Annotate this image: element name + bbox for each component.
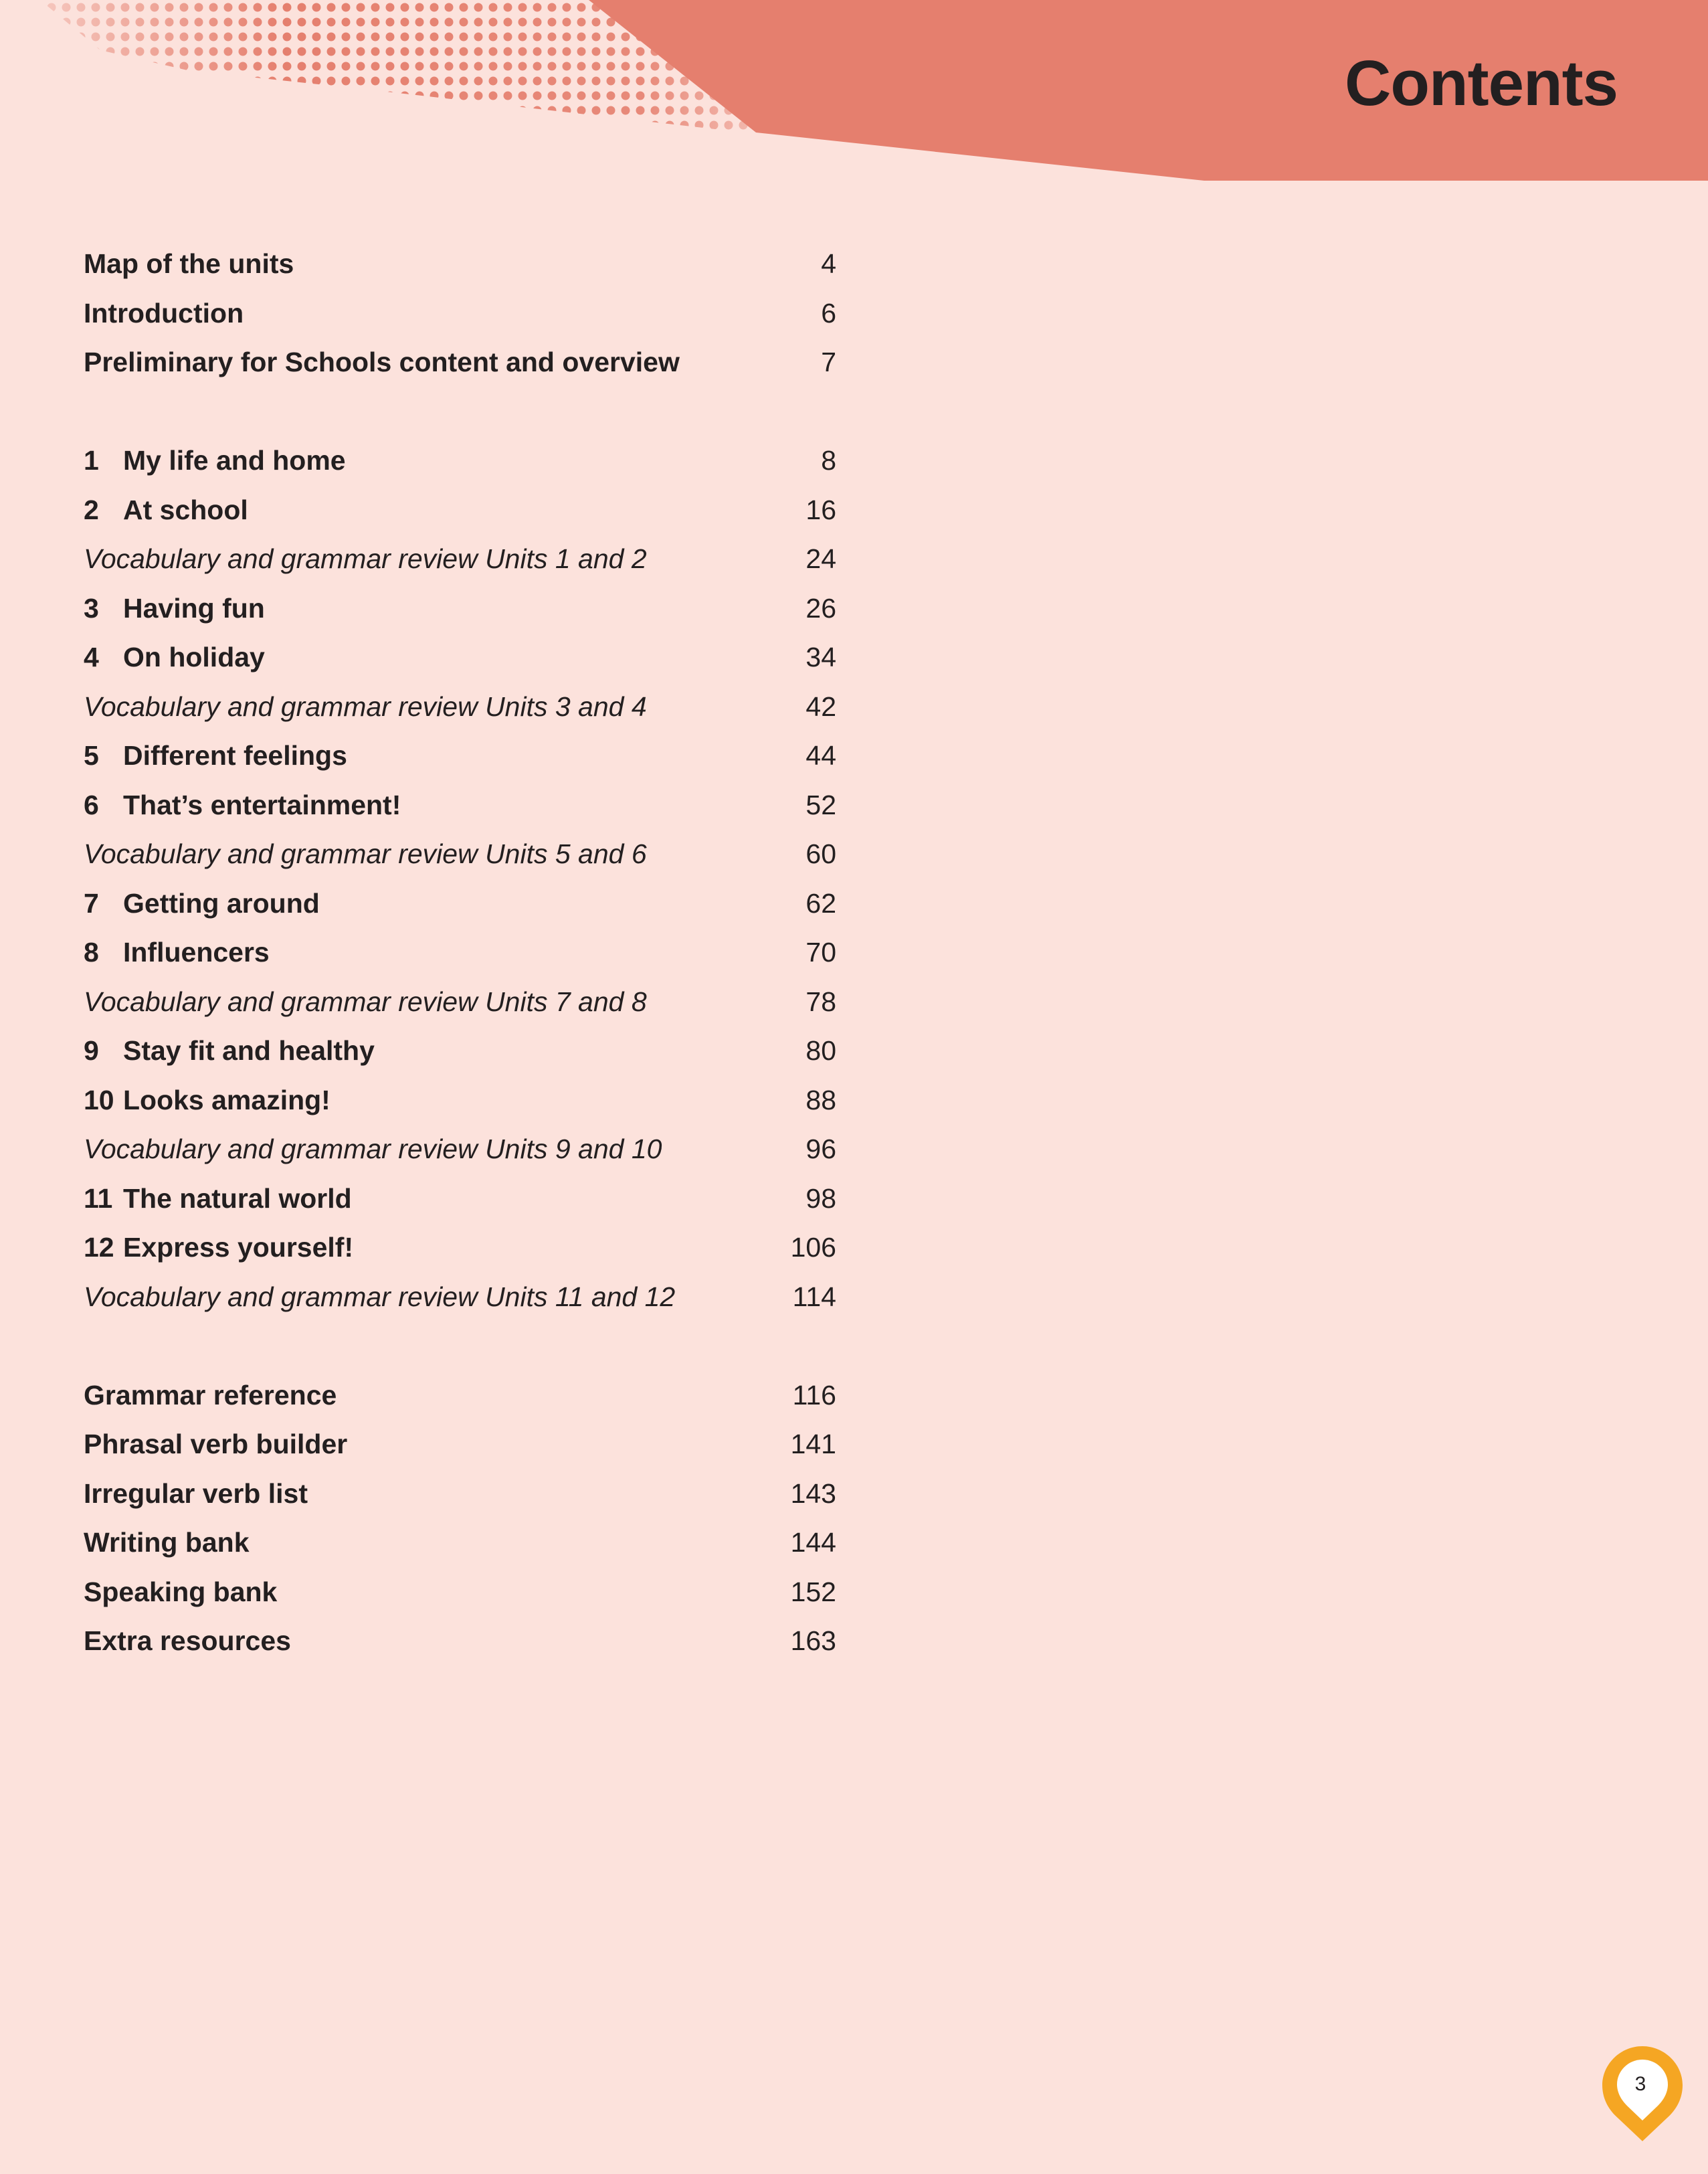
unit-label: Influencers [123,937,270,968]
page-ref: 6 [821,297,836,329]
page-ref: 42 [805,691,836,722]
entry-label: Preliminary for Schools content and overview [84,347,680,377]
unit-entry [84,1026,836,1076]
unit-number: 11 [84,1182,113,1214]
unit-label: Express yourself! [123,1232,354,1263]
unit-entry [84,1076,836,1125]
toc-entry [84,1518,836,1568]
page-ref: 8 [821,445,836,476]
toc-entry [84,1371,836,1421]
entry-label: Map of the units [84,248,294,279]
unit-title [84,928,270,978]
toc-entry [84,1568,836,1617]
unit-label: Getting around [123,887,320,919]
review-entry [84,830,836,879]
review-label: Vocabulary and grammar review Units 9 and 10 [84,1134,662,1164]
review-label: Vocabulary and grammar review Units 3 and 4 [84,691,647,722]
review-entry [84,535,836,584]
unit-entry [84,731,836,781]
page-ref: 44 [805,740,836,771]
page-ref: 60 [805,838,836,869]
page-ref: 96 [805,1134,836,1164]
page-ref: 116 [792,1379,836,1411]
page-ref: 70 [805,937,836,968]
review-entry [84,1273,836,1322]
unit-title [84,1174,352,1224]
page-ref: 26 [805,592,836,624]
entry-label: Grammar reference [84,1379,337,1411]
entry-label: Extra resources [84,1625,291,1656]
unit-title [84,1026,375,1076]
toc-entry [84,338,836,387]
unit-title [84,633,265,683]
entry-label: Irregular verb list [84,1477,308,1509]
page-ref: 52 [805,789,836,820]
page-ref: 143 [790,1477,836,1509]
page-ref: 106 [790,1232,836,1263]
unit-label: Having fun [123,592,265,624]
location-pin-icon [1602,2046,1683,2153]
toc-entry [84,1617,836,1666]
unit-number: 1 [84,445,99,476]
unit-number: 4 [84,642,99,672]
unit-title [84,879,320,929]
unit-label: The natural world [123,1182,352,1214]
review-label: Vocabulary and grammar review Units 11 and 12 [84,1281,676,1312]
page-title: Contents [1345,48,1618,119]
toc-entry [84,1469,836,1519]
unit-number: 12 [84,1232,114,1263]
page-number: 3 [1634,2073,1646,2095]
unit-label: That’s entertainment! [123,789,401,820]
unit-entry [84,879,836,929]
unit-number: 6 [84,789,99,820]
entry-label: Phrasal verb builder [84,1429,348,1459]
page-ref: 98 [805,1182,836,1214]
unit-number: 10 [84,1084,114,1115]
review-label: Vocabulary and grammar review Units 5 and 6 [84,838,647,869]
unit-number: 7 [84,887,99,919]
page-ref: 88 [805,1084,836,1115]
review-label: Vocabulary and grammar review Units 7 and 8 [84,986,647,1017]
review-label: Vocabulary and grammar review Units 1 and 2 [84,543,647,574]
unit-label: Different feelings [123,740,347,771]
unit-number: 8 [84,937,99,968]
page-ref: 24 [805,543,836,574]
page-ref: 80 [805,1035,836,1066]
unit-label: Looks amazing! [123,1084,330,1115]
unit-entry [84,486,836,535]
unit-title [84,584,265,634]
page-ref: 16 [805,494,836,525]
page-ref: 34 [805,642,836,672]
unit-title [84,731,347,781]
entry-label: Speaking bank [84,1576,278,1607]
unit-title [84,781,401,830]
table-of-contents [84,240,836,1666]
page-ref: 141 [790,1429,836,1459]
review-entry [84,978,836,1027]
entry-label: Writing bank [84,1527,250,1558]
unit-title [84,436,346,486]
unit-label: On holiday [123,642,265,672]
toc-entry [84,289,836,339]
unit-label: My life and home [123,445,346,476]
page-ref: 114 [792,1281,836,1312]
unit-label: At school [123,494,248,525]
page-ref: 7 [821,347,836,377]
page-ref: 4 [821,248,836,279]
review-entry [84,1125,836,1174]
page-ref: 62 [805,887,836,919]
unit-entry [84,436,836,486]
unit-entry [84,1174,836,1224]
unit-title [84,1076,330,1125]
unit-number: 2 [84,494,99,525]
toc-entry [84,1420,836,1469]
unit-title [84,486,248,535]
review-entry [84,683,836,732]
unit-label: Stay fit and healthy [123,1035,375,1066]
page-ref: 78 [805,986,836,1017]
unit-number: 9 [84,1035,99,1066]
unit-number: 3 [84,592,99,624]
unit-number: 5 [84,740,99,771]
unit-title [84,1223,353,1273]
unit-entry [84,633,836,683]
unit-entry [84,1223,836,1273]
page-ref: 144 [790,1527,836,1558]
page-ref: 163 [790,1625,836,1656]
entry-label: Introduction [84,297,244,329]
unit-entry [84,584,836,634]
toc-entry [84,240,836,289]
page-ref: 152 [790,1576,836,1607]
unit-entry [84,928,836,978]
unit-entry [84,781,836,830]
